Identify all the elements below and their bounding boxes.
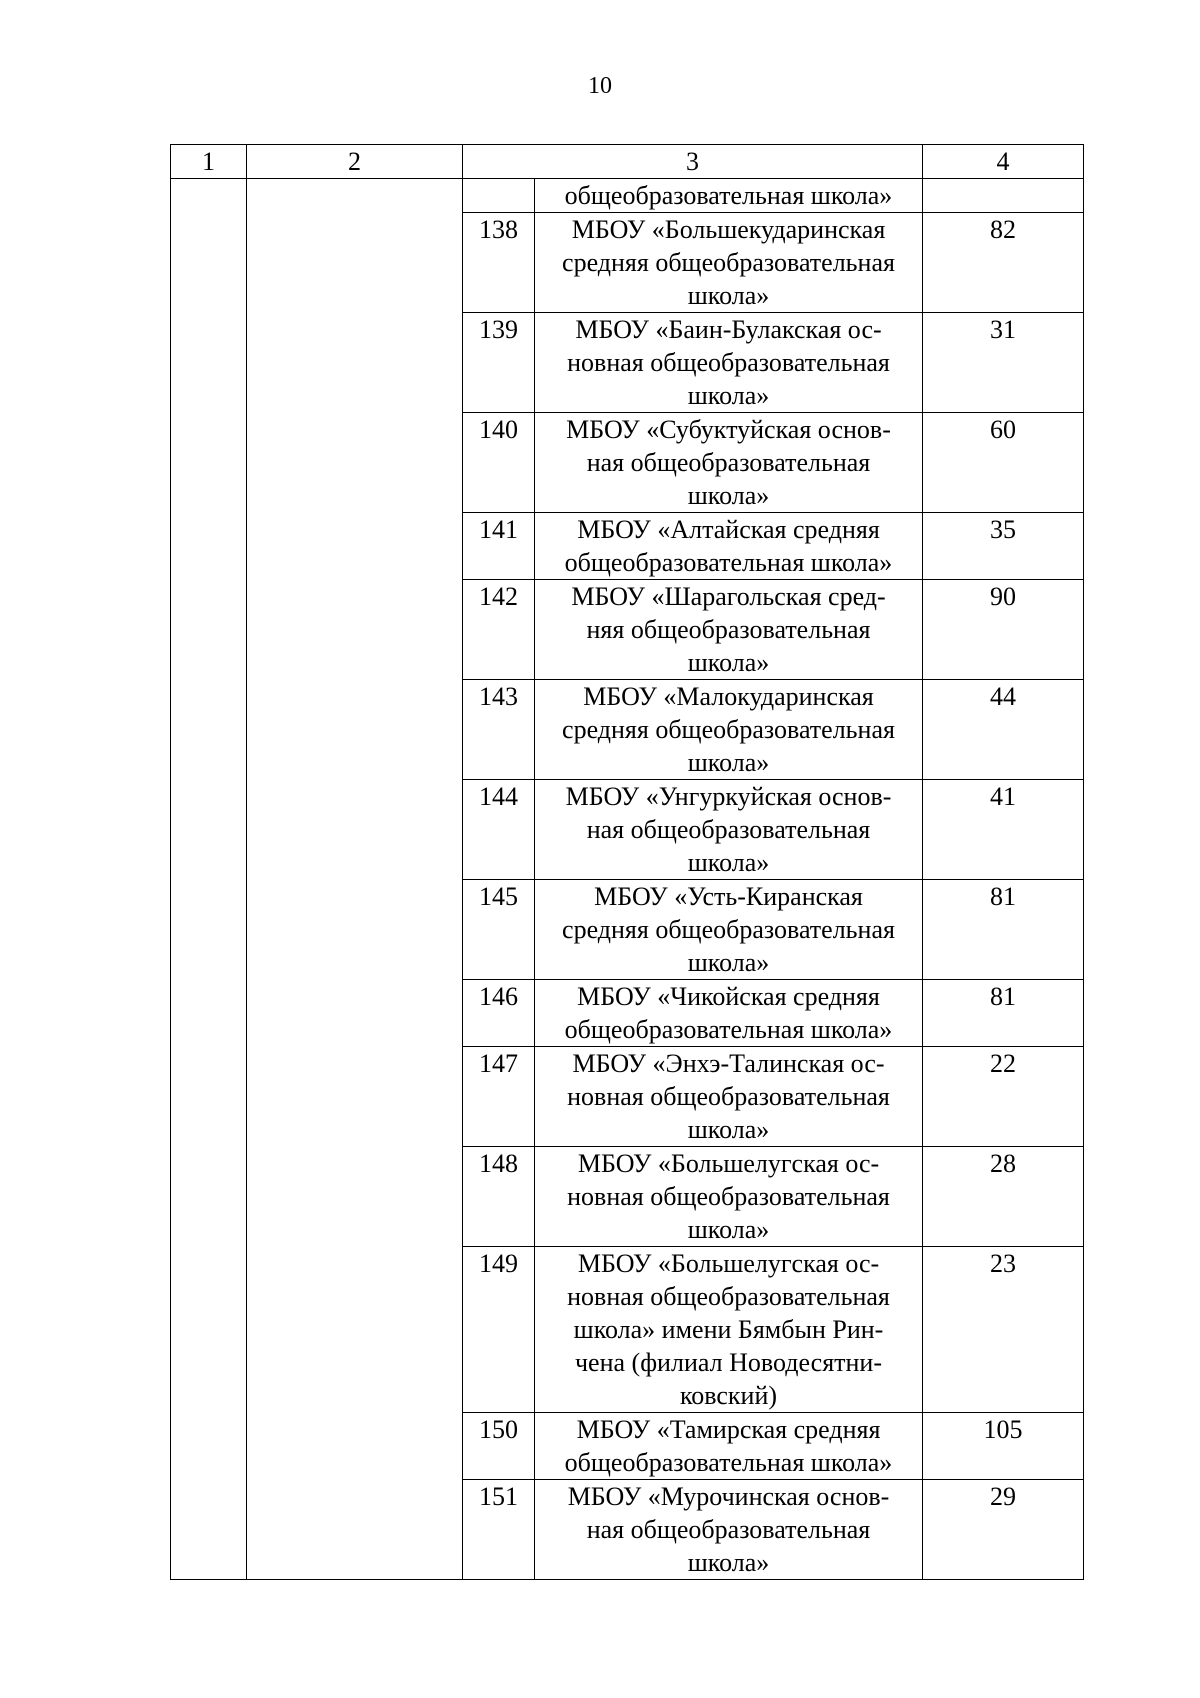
school-name-line: МБОУ «Унгуркуйская основ- bbox=[565, 782, 892, 811]
header-col-2: 2 bbox=[247, 145, 463, 179]
school-name-line: ная общеобразовательная bbox=[586, 815, 871, 844]
row-number-cell: 143 bbox=[463, 680, 535, 780]
school-name-line: средняя общеобразовательная bbox=[562, 715, 895, 744]
continuation-row bbox=[171, 179, 1084, 213]
school-name-line: школа» bbox=[687, 948, 770, 977]
school-name-line: общеобразовательная школа» bbox=[564, 1015, 893, 1044]
school-name-cell bbox=[535, 980, 923, 1047]
school-name-cell: общеобразовательная школа» bbox=[535, 179, 923, 213]
school-name-line: МБОУ «Шарагольская сред- bbox=[571, 582, 886, 611]
school-name-line: новная общеобразовательная bbox=[567, 348, 890, 377]
row-number-cell: 138 bbox=[463, 213, 535, 313]
school-name-line: МБОУ «Баин-Булакская ос- bbox=[575, 315, 882, 344]
school-name-line: школа» bbox=[687, 748, 770, 777]
row-number-cell: 150 bbox=[463, 1413, 535, 1480]
school-name-line: ная общеобразовательная bbox=[586, 448, 871, 477]
value-cell: 35 bbox=[923, 513, 1084, 580]
school-name-line: школа» имени Бямбын Рин- bbox=[573, 1315, 884, 1344]
value-cell: 90 bbox=[923, 580, 1084, 680]
school-name-line: школа» bbox=[687, 1548, 770, 1577]
school-name-line: школа» bbox=[687, 381, 770, 410]
value-cell: 28 bbox=[923, 1147, 1084, 1247]
school-name-cell bbox=[535, 1413, 923, 1480]
school-name-line: средняя общеобразовательная bbox=[562, 248, 895, 277]
school-name-cell bbox=[535, 1247, 923, 1413]
school-name-line: МБОУ «Усть-Киранская bbox=[594, 882, 863, 911]
school-name-line: школа» bbox=[687, 1215, 770, 1244]
school-name-cell bbox=[535, 313, 923, 413]
school-name-line: ная общеобразовательная bbox=[586, 1515, 871, 1544]
school-name-line: школа» bbox=[687, 648, 770, 677]
column-2-empty-cell bbox=[247, 179, 463, 1580]
school-name-cell bbox=[535, 513, 923, 580]
school-name-line: няя общеобразовательная bbox=[586, 615, 871, 644]
school-name-cell bbox=[535, 413, 923, 513]
value-cell: 81 bbox=[923, 880, 1084, 980]
value-cell: 41 bbox=[923, 780, 1084, 880]
row-number-cell: 140 bbox=[463, 413, 535, 513]
value-cell: 82 bbox=[923, 213, 1084, 313]
school-name-line: МБОУ «Большелугская ос- bbox=[577, 1149, 880, 1178]
school-name-line: МБОУ «Большекударинская bbox=[571, 215, 886, 244]
value-cell bbox=[923, 179, 1084, 213]
school-name-line: МБОУ «Субуктуйская основ- bbox=[566, 415, 891, 444]
school-name-line: школа» bbox=[687, 1115, 770, 1144]
school-name-line: МБОУ «Мурочинская основ- bbox=[567, 1482, 890, 1511]
value-cell: 22 bbox=[923, 1047, 1084, 1147]
value-cell: 31 bbox=[923, 313, 1084, 413]
row-number-cell: 141 bbox=[463, 513, 535, 580]
school-name-line: МБОУ «Чикойская средняя bbox=[577, 982, 880, 1011]
row-number-cell: 142 bbox=[463, 580, 535, 680]
school-name-cell bbox=[535, 1147, 923, 1247]
row-number-cell: 145 bbox=[463, 880, 535, 980]
school-name-cell bbox=[535, 1480, 923, 1580]
value-cell: 29 bbox=[923, 1480, 1084, 1580]
school-name-line: школа» bbox=[687, 281, 770, 310]
school-name-line: новная общеобразовательная bbox=[567, 1182, 890, 1211]
row-number-cell: 139 bbox=[463, 313, 535, 413]
school-name-cell bbox=[535, 1047, 923, 1147]
row-number-cell: 144 bbox=[463, 780, 535, 880]
school-name-line: МБОУ «Энхэ-Талинская ос- bbox=[572, 1049, 885, 1078]
header-col-4: 4 bbox=[923, 145, 1084, 179]
school-name-line: МБОУ «Малокударинская bbox=[583, 682, 874, 711]
school-name-cell bbox=[535, 680, 923, 780]
header-col-1: 1 bbox=[171, 145, 247, 179]
school-name-line: средняя общеобразовательная bbox=[562, 915, 895, 944]
school-name-cell bbox=[535, 580, 923, 680]
table-header-row bbox=[171, 145, 1084, 179]
value-cell: 44 bbox=[923, 680, 1084, 780]
school-name-line: МБОУ «Большелугская ос- bbox=[577, 1249, 880, 1278]
school-name-cell bbox=[535, 213, 923, 313]
school-name-line: чена (филиал Новодесятни- bbox=[574, 1348, 882, 1377]
school-name-line: новная общеобразовательная bbox=[567, 1282, 890, 1311]
school-name-line: ковский) bbox=[679, 1381, 778, 1410]
value-cell: 81 bbox=[923, 980, 1084, 1047]
value-cell: 23 bbox=[923, 1247, 1084, 1413]
school-name-line: общеобразовательная школа» bbox=[564, 548, 893, 577]
school-name-line: новная общеобразовательная bbox=[567, 1082, 890, 1111]
row-number-cell: 149 bbox=[463, 1247, 535, 1413]
school-name-line: школа» bbox=[687, 481, 770, 510]
row-number-cell: 147 bbox=[463, 1047, 535, 1147]
row-number-cell: 151 bbox=[463, 1480, 535, 1580]
school-name-cell bbox=[535, 880, 923, 980]
value-cell: 105 bbox=[923, 1413, 1084, 1480]
school-name-line: МБОУ «Алтайская средняя bbox=[577, 515, 880, 544]
row-number-cell bbox=[463, 179, 535, 213]
school-name-line: школа» bbox=[687, 848, 770, 877]
header-col-3: 3 bbox=[463, 145, 923, 179]
row-number-cell: 148 bbox=[463, 1147, 535, 1247]
schools-table bbox=[170, 144, 1084, 1580]
school-name-line: общеобразовательная школа» bbox=[564, 1448, 893, 1477]
school-name-cell bbox=[535, 780, 923, 880]
column-1-empty-cell bbox=[171, 179, 247, 1580]
page-number: 10 bbox=[588, 73, 612, 99]
value-cell: 60 bbox=[923, 413, 1084, 513]
school-name-line: МБОУ «Тамирская средняя bbox=[576, 1415, 881, 1444]
row-number-cell: 146 bbox=[463, 980, 535, 1047]
